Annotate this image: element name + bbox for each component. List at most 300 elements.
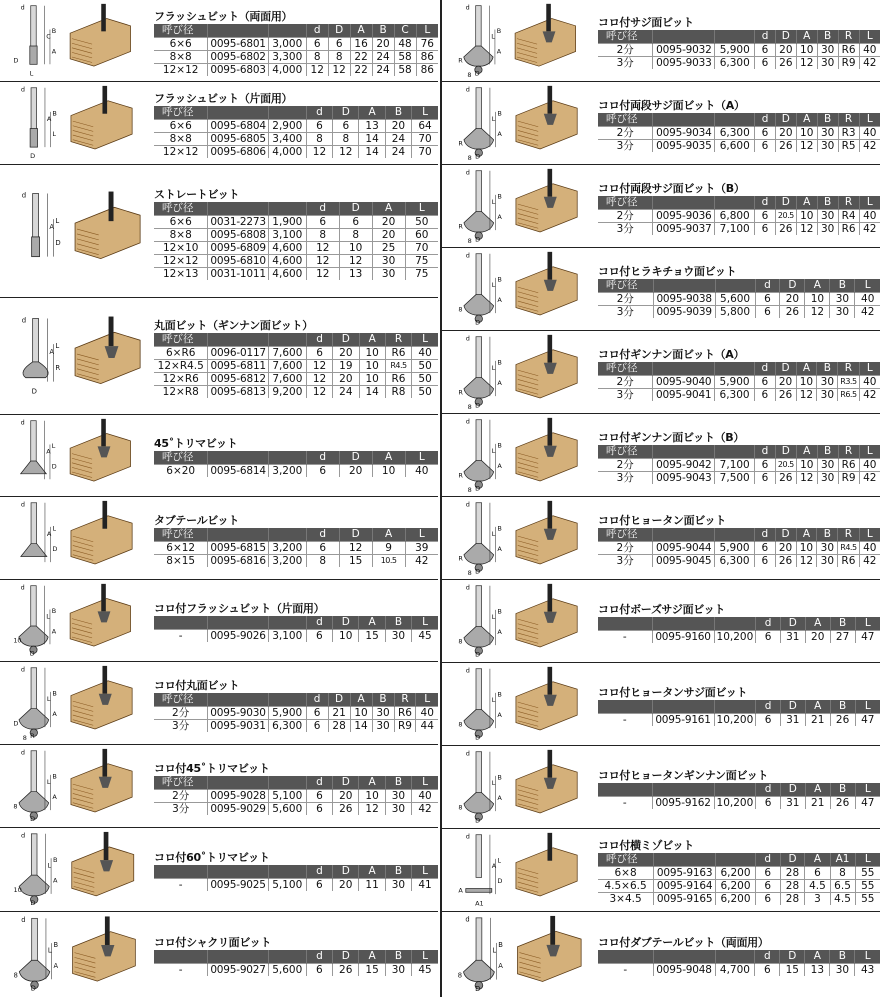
column-header: L	[416, 24, 438, 38]
column-header: B	[817, 528, 838, 542]
table-row	[598, 293, 880, 306]
price-cell: 6,800	[715, 210, 755, 223]
column-header: A	[796, 30, 817, 44]
price-cell: 4,600	[268, 242, 306, 255]
table-header-row	[598, 362, 880, 376]
column-header	[598, 783, 652, 797]
product-code-cell: 0031-1011	[208, 268, 268, 281]
price-cell: 5,600	[268, 964, 306, 977]
dimension-cell: 4.5	[830, 893, 855, 906]
size-cell: -	[598, 714, 652, 727]
dimension-cell: 19	[333, 360, 359, 373]
column-header: A	[359, 950, 385, 964]
bit-illustration	[6, 747, 150, 825]
column-header	[652, 783, 714, 797]
product-code-cell: 0095-9048	[653, 964, 715, 977]
dimension-label: L	[51, 442, 56, 451]
dimension-cell: 10	[796, 127, 817, 140]
product-section	[0, 662, 438, 745]
product-code-cell: 0095-9040	[653, 376, 715, 389]
product-code-cell: 0095-9160	[652, 631, 714, 644]
column-header	[208, 616, 268, 630]
size-cell: 8×15	[154, 555, 208, 568]
dimension-label: R	[458, 139, 463, 148]
spec-table	[598, 528, 880, 567]
spec-table	[154, 451, 438, 477]
column-header: L	[855, 783, 880, 797]
product-code-cell: 0095-6802	[208, 51, 268, 64]
column-header: d	[306, 776, 332, 790]
column-header: B	[385, 776, 411, 790]
column-header	[208, 333, 268, 347]
dimension-cell: 42	[859, 57, 880, 70]
column-header: D	[333, 106, 359, 120]
column-header: L	[859, 362, 880, 376]
column-header	[598, 950, 653, 964]
product-code-cell: 0095-9165	[654, 893, 716, 906]
dimension-cell: 12	[796, 555, 817, 568]
dimension-label: D	[51, 462, 57, 471]
dimension-cell: 30	[372, 707, 394, 720]
column-header: A	[805, 617, 830, 631]
price-cell: 4,600	[268, 268, 306, 281]
dimension-cell: 22	[350, 51, 372, 64]
product-code-cell: 0095-9044	[653, 542, 715, 555]
column-header: L	[855, 853, 880, 867]
dimension-label: A	[49, 223, 55, 232]
dimension-label: 10	[13, 886, 22, 895]
dimension-cell: 10	[805, 293, 830, 306]
column-header: A	[359, 616, 385, 630]
right-column	[440, 0, 880, 997]
table-row	[154, 465, 438, 478]
dimension-cell: 6	[306, 216, 339, 229]
product-title: コロ付ヒラキチョウ面ビット	[598, 265, 737, 278]
product-section	[0, 165, 438, 298]
size-cell: 2分	[598, 127, 653, 140]
dimension-label: D	[475, 484, 481, 493]
dimension-label: A	[46, 530, 52, 539]
size-cell: 6×20	[154, 465, 208, 478]
price-cell: 6,300	[715, 555, 755, 568]
product-code-cell: 0095-9027	[208, 964, 268, 977]
size-cell: 12×12	[154, 146, 208, 159]
dimension-label: L	[491, 447, 496, 456]
dimension-cell: 24	[333, 386, 359, 399]
column-header: d	[306, 616, 332, 630]
size-cell: 3分	[154, 803, 208, 816]
table-header-row	[598, 279, 880, 293]
column-header: L	[412, 616, 438, 630]
column-header: d	[756, 700, 781, 714]
size-cell: 2分	[598, 376, 653, 389]
price-cell: 5,800	[715, 306, 755, 319]
dimension-cell: 75	[405, 255, 438, 268]
column-header	[208, 24, 268, 38]
dimension-cell: 15	[359, 630, 385, 643]
dimension-cell: 28	[780, 880, 805, 893]
product-title: コロ付ギンナン面ビット（A）	[598, 348, 745, 361]
dimension-label: B	[52, 772, 57, 781]
dimension-cell: 26	[830, 714, 855, 727]
dimension-cell: R6	[838, 44, 859, 57]
dimension-cell: 20	[339, 465, 372, 478]
dimension-label: D	[29, 649, 35, 658]
dimension-cell: 10	[796, 44, 817, 57]
dimension-label: L	[491, 530, 496, 539]
left-column	[0, 0, 438, 997]
column-header	[268, 333, 306, 347]
size-cell: 8×8	[154, 229, 208, 242]
size-cell: 12×R8	[154, 386, 208, 399]
table-row	[598, 714, 880, 727]
dimension-cell: 42	[859, 140, 880, 153]
dimension-label: 8	[13, 802, 18, 811]
column-header	[208, 865, 268, 879]
dimension-cell: 6	[306, 465, 339, 478]
column-header: 呼び径	[154, 202, 208, 216]
column-header	[654, 853, 716, 867]
spec-table	[154, 528, 438, 567]
product-section	[442, 580, 880, 663]
column-header: B	[830, 279, 855, 293]
dimension-label: L	[52, 524, 57, 533]
product-section	[0, 912, 438, 997]
dimension-cell: 20	[333, 879, 359, 892]
dimension-cell: 12	[339, 255, 372, 268]
column-header: B	[830, 950, 855, 964]
product-code-cell: 0095-9164	[654, 880, 716, 893]
dimension-label: 8	[467, 154, 472, 162]
dimension-label: A	[52, 876, 58, 885]
dimension-cell: 6	[754, 542, 775, 555]
dimension-cell: 40	[412, 347, 438, 360]
price-cell: 5,900	[715, 44, 755, 57]
dimension-cell: 8	[306, 229, 339, 242]
dimension-label: A1	[475, 899, 484, 908]
table-row	[598, 964, 880, 977]
column-header: B	[817, 362, 838, 376]
dimension-cell: 45	[412, 630, 438, 643]
product-title: コロ付両段サジ面ビット（A）	[598, 99, 745, 112]
table-header-row	[598, 113, 880, 127]
spec-table	[154, 616, 438, 642]
product-title: コロ付ヒョータンサジ面ビット	[598, 686, 748, 699]
size-cell: 8×8	[154, 133, 208, 146]
dimension-cell: 15	[339, 555, 372, 568]
dimension-cell: R4.5	[385, 360, 411, 373]
dimension-cell: 50	[412, 360, 438, 373]
table-row	[598, 57, 880, 70]
column-header: L	[416, 693, 438, 707]
dimension-cell: 6.5	[830, 880, 855, 893]
price-cell: 3,200	[268, 542, 306, 555]
bit-illustration	[450, 167, 596, 245]
price-cell: 6,300	[715, 389, 755, 402]
bit-illustration	[450, 582, 596, 660]
dimension-label: L	[52, 129, 57, 138]
dimension-label: A	[498, 962, 503, 970]
bit-illustration	[450, 914, 596, 995]
bit-illustration	[450, 333, 596, 411]
column-header: d	[306, 528, 339, 542]
price-cell: 5,600	[268, 803, 306, 816]
table-row	[598, 542, 880, 555]
size-cell: 6×R6	[154, 347, 208, 360]
table-header-row	[598, 196, 880, 210]
dimension-cell: 12	[306, 373, 332, 386]
table-row	[154, 879, 438, 892]
column-header: B	[385, 106, 411, 120]
dimension-label: L	[47, 946, 52, 955]
table-row	[598, 306, 880, 319]
dimension-label: d	[20, 3, 25, 12]
dimension-cell: 45	[412, 964, 438, 977]
spec-table	[598, 950, 880, 976]
bit-illustration	[450, 2, 596, 79]
product-section	[442, 165, 880, 248]
column-header	[268, 451, 306, 465]
column-header: d	[755, 30, 776, 44]
column-header	[715, 362, 755, 376]
dimension-cell: R3	[838, 127, 859, 140]
dimension-label: D	[55, 238, 61, 247]
dimension-cell: 24	[372, 51, 394, 64]
dimension-cell: 55	[855, 880, 880, 893]
dimension-label: A	[51, 627, 57, 636]
dimension-cell: 6	[333, 120, 359, 133]
product-section	[442, 82, 880, 165]
price-cell: 4,000	[268, 64, 306, 77]
table-row	[598, 210, 880, 223]
dimension-cell: 21	[805, 714, 830, 727]
dimension-cell: 10	[796, 459, 817, 472]
product-section	[0, 745, 438, 828]
product-code-cell: 0095-6808	[208, 229, 268, 242]
product-code-cell: 0095-9032	[653, 44, 715, 57]
column-header	[653, 113, 715, 127]
dimension-cell: 26	[775, 57, 796, 70]
dimension-cell: 15	[780, 964, 805, 977]
product-section	[0, 828, 438, 912]
column-header	[653, 30, 715, 44]
bit-illustration	[450, 499, 596, 577]
size-cell: 6×6	[154, 216, 208, 229]
dimension-label: D	[13, 56, 19, 65]
price-cell: 4,600	[268, 255, 306, 268]
dimension-cell: 40	[859, 376, 880, 389]
dimension-cell: 64	[412, 120, 438, 133]
column-header	[714, 700, 756, 714]
price-cell: 7,100	[715, 223, 755, 236]
product-code-cell: 0095-6813	[208, 386, 268, 399]
dimension-cell: 14	[359, 146, 385, 159]
dimension-label: A	[52, 709, 57, 718]
dimension-cell: 30	[372, 268, 405, 281]
bit-illustration	[6, 914, 150, 995]
table-row	[154, 803, 438, 816]
dimension-cell: 10	[796, 210, 817, 223]
dimension-cell: 28	[328, 720, 350, 733]
product-code-cell: 0095-9041	[653, 389, 715, 402]
price-cell: 7,600	[268, 373, 306, 386]
dimension-label: A	[497, 462, 502, 470]
size-cell: 12×12	[154, 64, 208, 77]
column-header: A	[805, 783, 830, 797]
column-header: 呼び径	[154, 528, 208, 542]
column-header: B	[830, 700, 855, 714]
product-code-cell: 0095-6803	[208, 64, 268, 77]
dimension-label: D	[475, 401, 481, 410]
price-cell: 4,700	[715, 964, 755, 977]
dimension-label: D	[475, 318, 481, 327]
dimension-cell: 6	[306, 803, 332, 816]
dimension-cell: 10.5	[372, 555, 405, 568]
table-row	[154, 268, 438, 281]
column-header: 呼び径	[598, 30, 653, 44]
column-header	[208, 693, 268, 707]
dimension-label: d	[21, 831, 26, 840]
price-cell: 3,100	[268, 229, 306, 242]
table-header-row	[154, 333, 438, 347]
column-header: A	[359, 776, 385, 790]
column-header: L	[412, 776, 438, 790]
price-cell: 1,900	[268, 216, 306, 229]
dimension-cell: 6	[754, 389, 775, 402]
size-cell: -	[598, 631, 652, 644]
size-cell: 12×R4.5	[154, 360, 208, 373]
dimension-cell: 24	[385, 146, 411, 159]
dimension-label: D	[30, 984, 36, 993]
dimension-cell: 6	[306, 790, 332, 803]
dimension-label: d	[465, 3, 470, 12]
column-header: B	[830, 783, 855, 797]
product-title: コロ付シャクリ面ビット	[154, 936, 272, 949]
dimension-cell: 12	[306, 360, 332, 373]
dimension-cell: 20	[805, 631, 830, 644]
dimension-cell: 26	[775, 555, 796, 568]
dimension-label: R	[458, 554, 463, 563]
column-header: A	[805, 950, 830, 964]
dimension-cell: 28	[780, 867, 805, 880]
column-header	[653, 445, 715, 459]
dimension-cell: 6	[755, 306, 780, 319]
column-header: 呼び径	[154, 24, 208, 38]
product-section	[442, 0, 880, 82]
column-header: D	[333, 950, 359, 964]
product-code-cell: 0095-6810	[208, 255, 268, 268]
column-header	[268, 693, 306, 707]
dimension-cell: 30	[817, 210, 838, 223]
dimension-cell: 6	[306, 630, 332, 643]
column-header: L	[412, 865, 438, 879]
dimension-label: B	[52, 689, 57, 698]
product-code-cell: 0095-9025	[208, 879, 268, 892]
table-header-row	[598, 700, 880, 714]
dimension-cell: 6	[755, 472, 776, 485]
table-header-row	[598, 617, 880, 631]
dimension-cell: 6	[755, 223, 776, 236]
column-header: D	[775, 113, 796, 127]
dimension-cell: R9	[394, 720, 416, 733]
dimension-cell: 30	[817, 542, 838, 555]
column-header: 呼び径	[598, 853, 654, 867]
column-header: 呼び径	[154, 333, 208, 347]
product-section	[442, 663, 880, 746]
column-header: R	[838, 362, 859, 376]
dimension-label: A	[53, 961, 59, 970]
table-header-row	[598, 853, 880, 867]
table-header-row	[154, 528, 438, 542]
column-header	[268, 776, 306, 790]
dimension-cell: 12	[306, 255, 339, 268]
product-title: コロ付ダブテールビット（両面用）	[598, 936, 769, 949]
dimension-label: 8	[467, 71, 472, 79]
dimension-cell: 41	[412, 879, 438, 892]
column-header: D	[328, 693, 350, 707]
dimension-label: D	[475, 567, 481, 576]
dimension-cell: 58	[394, 64, 416, 77]
size-cell: 2分	[154, 790, 208, 803]
spec-table	[598, 362, 880, 401]
dimension-cell: 42	[859, 472, 880, 485]
size-cell: 2分	[598, 210, 653, 223]
bit-illustration	[6, 582, 150, 659]
dimension-cell: 20	[780, 293, 805, 306]
product-code-cell: 0031-2273	[208, 216, 268, 229]
dimension-cell: 75	[405, 268, 438, 281]
dimension-label: A	[52, 792, 57, 801]
spec-table	[154, 776, 438, 815]
dimension-label: A	[458, 886, 463, 895]
column-header: R	[838, 445, 859, 459]
price-cell: 2,900	[268, 120, 306, 133]
dimension-cell: 12	[306, 64, 328, 77]
product-code-cell: 0095-6801	[208, 38, 268, 51]
bit-illustration	[6, 300, 150, 412]
dimension-cell: 12	[805, 306, 830, 319]
dimension-cell: 60	[405, 229, 438, 242]
column-header: D	[775, 445, 796, 459]
spec-table	[154, 106, 438, 158]
product-code-cell: 0095-6805	[208, 133, 268, 146]
dimension-label: d	[465, 500, 470, 509]
column-header: L	[405, 528, 438, 542]
dimension-cell: R6	[385, 347, 411, 360]
column-header: d	[306, 950, 332, 964]
dimension-cell: 30	[830, 306, 855, 319]
column-header: A	[359, 865, 385, 879]
dimension-cell: 20	[333, 347, 359, 360]
dimension-cell: 26	[333, 803, 359, 816]
dimension-cell: 26	[333, 964, 359, 977]
spec-table	[154, 202, 438, 280]
column-header: D	[333, 616, 359, 630]
product-title: コロ付ヒョータンギンナン面ビット	[598, 769, 769, 782]
dimension-label: d	[20, 665, 25, 674]
column-header: A	[796, 362, 817, 376]
table-row	[154, 146, 438, 159]
column-header: A	[372, 528, 405, 542]
column-header: A	[805, 853, 830, 867]
table-row	[154, 707, 438, 720]
dimension-cell: 30	[817, 127, 838, 140]
product-code-cell: 0095-9038	[653, 293, 715, 306]
product-code-cell: 0095-9162	[652, 797, 714, 810]
column-header: d	[756, 783, 781, 797]
table-row	[154, 360, 438, 373]
table-row	[598, 459, 880, 472]
